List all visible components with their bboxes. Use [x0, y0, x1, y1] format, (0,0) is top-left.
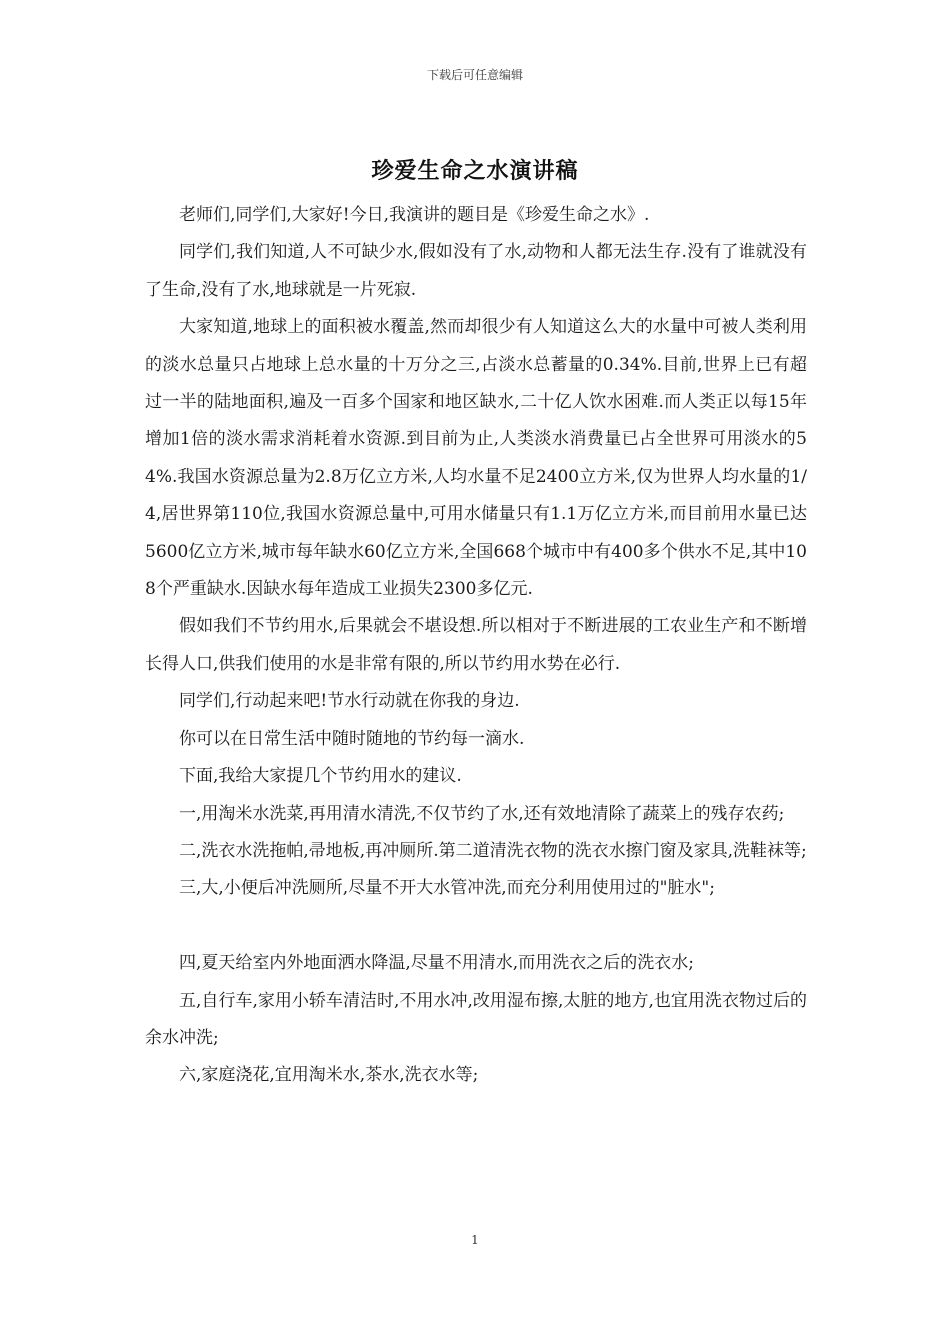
document-title: 珍爱生命之水演讲稿: [371, 158, 579, 184]
suggestion-item-3: 三,大,小便后冲洗厕所,尽量不开大水管冲洗,而充分利用使用过的"脏水";: [179, 878, 715, 899]
paragraph-greeting: 老师们,同学们,大家好!今日,我演讲的题目是《珍爱生命之水》.: [179, 205, 650, 225]
document-body: [145, 197, 807, 1095]
paragraph-importance-of-water: 同学们,我们知道,人不可缺少水,假如没有了水,动物和人都无法生存.没有了谁就没有了生命,没有了水,地球就是一片死寂.: [145, 242, 807, 300]
blank-line: [145, 908, 807, 945]
suggestion-item-5: 五,自行车,家用小轿车清洁时,不用水冲,改用湿布擦,太脏的地方,也宜用洗衣物过后的余水冲洗;: [145, 990, 807, 1048]
paragraph-suggestions-intro: 下面,我给大家提几个节约用水的建议.: [179, 766, 462, 787]
page-header: 下载后可任意编辑: [426, 68, 523, 82]
suggestion-item-2: 二,洗衣水洗拖帕,帚地板,再冲厕所.第二道清洗衣物的洗衣水擦门窗及家具,洗鞋袜等;: [179, 840, 807, 861]
paragraph-water-statistics: 大家知道,地球上的面积被水覆盖,然而却很少有人知道这么大的水量中可被人类利用的淡水总量只占地球上总水量的十万分之三,占淡水总蓄量的0.34%.目前,世界上已有超过一半的陆地面积,遍及一百多个国家和地区缺水,二十亿人饮水困难.而人类正以每15年增加1倍的淡水需求消耗着水资源.到目前为止,人类淡水消费量已占全世界可用淡水的54%.我国水资源总量为2.8万亿立方米,人均水量不足2400立方米,仅为世界人均水量的1/4,居世界第110位,我国水资源总量中,可用水储量只有1.1万亿立方米,而目前用水量已达5600亿立方米,城市每年缺水60亿立方米,全国668个城市中有400多个供水不足,其中108个严重缺水.因缺水每年造成工业损失2300多亿元.: [145, 317, 807, 600]
suggestion-item-4: 四,夏天给室内外地面洒水降温,尽量不用清水,而用洗衣之后的洗衣水;: [179, 953, 694, 974]
suggestion-item-1: 一,用淘米水洗菜,再用清水清洗,不仅节约了水,还有效地清除了蔬菜上的残存农药;: [179, 803, 785, 824]
page-number: 1: [471, 1233, 479, 1247]
paragraph-every-drop: 你可以在日常生活中随时随地的节约每一滴水.: [179, 728, 525, 749]
paragraph-need-to-save-water: 假如我们不节约用水,后果就会不堪设想.所以相对于不断进展的工农业生产和不断增长得人口,供我们使用的水是非常有限的,所以节约用水势在必行.: [145, 616, 807, 674]
suggestion-item-6: 六,家庭浇花,宜用淘米水,茶水,洗衣水等;: [179, 1065, 479, 1086]
paragraph-call-to-action: 同学们,行动起来吧!节水行动就在你我的身边.: [179, 691, 520, 712]
